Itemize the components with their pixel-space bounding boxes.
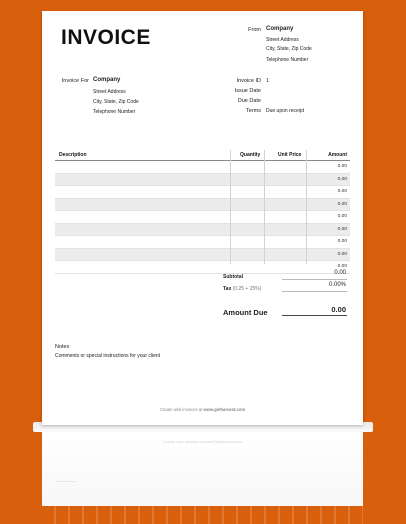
notes-label: Notes: [55, 344, 70, 350]
amount-due-underline: [282, 315, 347, 316]
col-quantity: Quantity: [240, 152, 261, 158]
row-amount: 0.00: [337, 176, 347, 182]
tax-label-text: Tax: [223, 286, 232, 292]
sheet-reflection: [42, 432, 363, 506]
bottom-strip: [42, 506, 363, 524]
row-amount: 0.00: [337, 251, 347, 257]
terms-label: Terms: [246, 108, 261, 114]
row-amount: 0.00: [337, 226, 347, 232]
tax-value: 0.00%: [328, 282, 346, 288]
line-items-table: [55, 150, 350, 274]
row-amount: 0.00: [337, 189, 347, 194]
terms-value: Due upon receipt: [266, 108, 305, 114]
footer-credit: [42, 407, 363, 412]
invoice-title: INVOICE: [61, 26, 151, 49]
invoice-for-phone: Telephone Number: [93, 109, 136, 115]
from-company: Company: [266, 26, 294, 32]
from-city: City, State, Zip Code: [266, 46, 312, 52]
row-amount: 0.00: [337, 264, 347, 269]
invoice-id-label: Invoice ID: [236, 78, 261, 84]
tax-label: [223, 286, 261, 292]
row-amount: 0.00: [337, 239, 347, 244]
row-amount: 0.00: [337, 164, 347, 169]
invoice-sheet: [42, 11, 363, 425]
invoice-for-label: Invoice For: [61, 78, 89, 84]
amount-due-value: 0.00: [331, 305, 346, 314]
issue-date-label: Issue Date: [234, 88, 261, 94]
from-street: Street Address: [266, 37, 299, 43]
column-divider: [306, 150, 307, 264]
col-description: Description: [59, 152, 87, 158]
tax-underline: [282, 291, 347, 292]
due-date-label: Due Date: [237, 98, 261, 104]
notes-text[interactable]: Comments or special instructions for your client: [55, 353, 161, 359]
invoice-for-street: Street Address: [93, 89, 126, 95]
footer-prefix: Create web invoices at: [159, 407, 203, 412]
row-amount: 0.00: [337, 214, 347, 219]
tax-detail: (0.25 + 25%): [232, 286, 262, 292]
invoice-id-value: 1: [266, 78, 269, 84]
invoice-for-city: City, State, Zip Code: [93, 99, 139, 105]
col-unit-price: Unit Price: [278, 152, 302, 158]
footer-site-link[interactable]: www.getharvest.com: [203, 407, 246, 412]
column-divider: [230, 150, 231, 264]
subtotal-label: Subtotal: [223, 274, 243, 280]
subtotal-value: 0.00: [334, 270, 346, 276]
from-label: From: [248, 27, 261, 33]
row-amount: 0.00: [337, 201, 347, 207]
invoice-for-company: Company: [93, 77, 121, 83]
reflection-footer-text: Create web invoices at www.getharvest.com: [163, 440, 242, 445]
reflection-line: [56, 481, 76, 482]
column-divider: [264, 150, 265, 264]
col-amount: Amount: [328, 152, 347, 158]
subtotal-underline: [282, 279, 347, 280]
from-phone: Telephone Number: [266, 57, 309, 63]
amount-due-label: Amount Due: [223, 308, 268, 317]
